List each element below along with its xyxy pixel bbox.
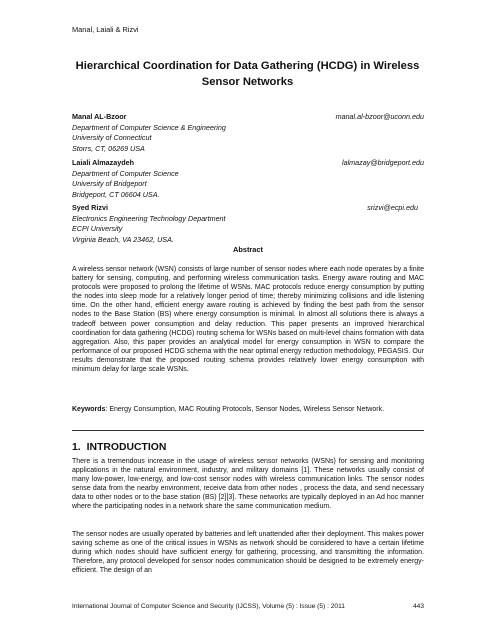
author-affiliation-line: University of Bridgeport [72,179,147,189]
author-affiliation-line: Department of Computer Science [72,168,179,178]
section-number: 1. [72,442,81,453]
title-line-1: Hierarchical Coordination for Data Gathering (HCDG) in Wireless [75,60,420,72]
author-affiliation-line: Bridgeport, CT 06604 USA. [72,189,160,199]
author-affiliation-line: Department of Computer Science & Engineering [72,122,226,132]
abstract-heading: Abstract [233,245,263,254]
author-block-2 [72,158,424,200]
intro-paragraph-2: The sensor nodes are usually operated by batteries and left unattended after their deployment. This makes power saving scheme as one of the critical issues in WSNs as network should be considered to have a certain lifetime during which nodes should have sufficient energy for gathering, processing, and transmitting the information. Therefore, any protocol developed for sensor nodes communication should be designed to be extremely energy-efficient. The design of an [72,531,424,575]
keywords-text: : Energy Consumption, MAC Routing Protocols, Sensor Nodes, Wireless Sensor Network. [105,406,385,413]
author-block-1 [72,112,424,154]
author-affiliation-line: University of Connecticut [72,133,152,143]
section-divider [72,430,424,431]
author-affiliation-line: Electronics Engineering Technology Department [72,213,226,223]
intro-paragraph-1: There is a tremendous increase in the usage of wireless sensor networks (WSNs) for sensing and monitoring applications in the natural environment, industry, and military domains [1]. These networks usually consist of many low-power, low-energy, and low-cost sensor nodes with wireless communication links. The sensor nodes sense data from the nearby environment, receive data from other nodes , process the data, and send necessary data to other nodes or to the base station (BS) [2][3]. These networks are typically deployed in an Ad hoc manner where the participating nodes in a network share the same communication medium. [72,458,424,511]
keywords-label: Keywords [72,406,106,413]
section-heading [72,442,166,453]
author-affiliation-line: ECPI University [72,224,123,234]
author-email: srizvi@ecpi.edu [367,203,418,212]
author-affiliation-line: Virginia Beach, VA 23462, USA. [72,234,174,244]
abstract-text: A wireless sensor network (WSN) consists of large number of sensor nodes where each node operates by a finite battery for sensing, computing, and performing wireless communication tasks. Energy aware routing and MAC protocols were proposed to prolong the lifetime of WSNs. MAC protocols reduce energy consumption by putting the nodes into sleep mode for a relatively longer period of time; thereby minimizing collisions and idle listening time. On the other hand, efficient energy aware routing is achieved by finding the best path from the sensor nodes to the Base Station (BS) where energy consumption is minimal. In almost all solutions there is always a tradeoff between power consumption and delay reduction. This paper presents an improved hierarchical coordination for data gathering (HCDG) routing schema for WSNs based on multi-level chains formation with data aggregation. Also, this paper provides an analytical model for energy consumption in WSN to compare the performance of our proposed HCDG schema with the near optimal energy reduction methodology, PEGASIS. Our results demonstrate that the proposed routing schema provides relatively lower energy consumption with minimum delay for large scale WSNs. [72,266,424,374]
author-name: Manal AL-Bzoor [72,112,127,121]
section-title: INTRODUCTION [86,442,167,453]
author-email: manal.al-bzoor@uconn.edu [335,112,424,121]
author-affiliation-line: Storrs, CT, 06269 USA [72,143,145,153]
journal-citation: International Journal of Computer Science and Security (IJCSS), Volume (5) : Issue (5) : 2011 [72,603,345,610]
author-name: Laiali Almazaydeh [72,158,135,167]
paper-title [60,58,435,90]
keywords [72,405,424,414]
title-line-2: Sensor Networks [201,76,294,88]
running-head: Manal, Laiali & Rizvi [72,25,139,34]
author-name: Syed Rizvi [72,203,108,212]
author-email: lalmazay@bridgeport.edu [341,158,424,167]
author-block-3 [72,203,424,245]
page-number: 443 [412,603,424,610]
page-footer [72,603,424,610]
